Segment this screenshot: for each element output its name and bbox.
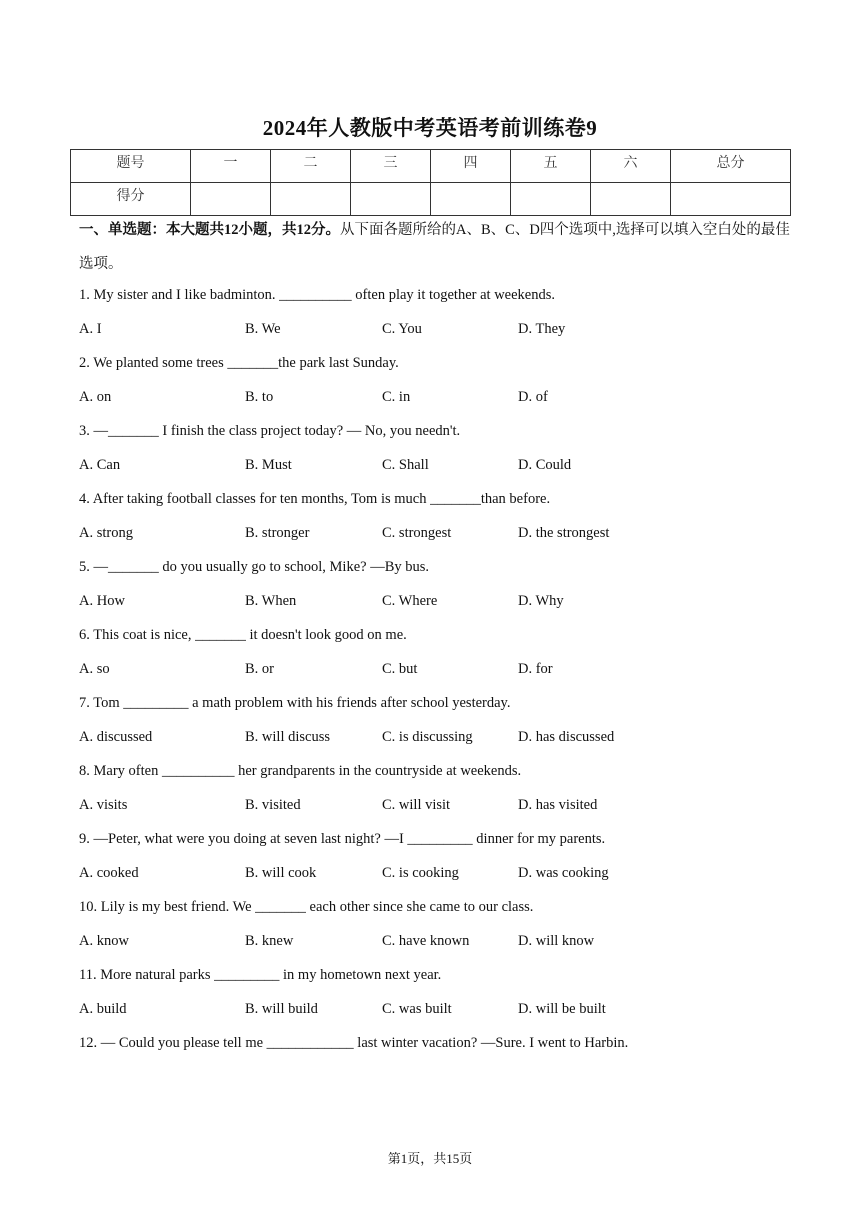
question-option: B. We <box>245 321 281 337</box>
question-option: C. You <box>382 321 422 337</box>
score-cell <box>191 183 271 216</box>
score-header-cell: 四 <box>431 150 511 183</box>
question-option: D. the strongest <box>518 525 610 541</box>
question-option: B. to <box>245 389 274 405</box>
question-option: C. in <box>382 389 411 405</box>
question-option: C. will visit <box>382 797 451 813</box>
score-cell <box>351 183 431 216</box>
score-row-label: 得分 <box>71 183 191 216</box>
question-option: D. Could <box>518 457 572 473</box>
question-stem: 1. My sister and I like badminton. __________ often play it together at weekends. <box>79 287 555 303</box>
question-option: B. will discuss <box>245 729 330 745</box>
section-title: 一、单选题：本大题共12小题，共12分。 <box>79 222 340 238</box>
question-option: B. or <box>245 661 274 677</box>
question-option: A. so <box>79 661 110 677</box>
question-option: A. know <box>79 933 129 949</box>
score-header-cell: 六 <box>591 150 671 183</box>
question-option: A. on <box>79 389 112 405</box>
question-option: D. for <box>518 661 553 677</box>
score-table <box>70 149 791 216</box>
question-stem: 2. We planted some trees _______the park last Sunday. <box>79 355 399 371</box>
question-option: C. is cooking <box>382 865 459 881</box>
page-footer: 第1页，共15页 <box>387 1151 473 1166</box>
score-cell <box>591 183 671 216</box>
question-option: C. Where <box>382 593 438 609</box>
section-instruction: 从下面各题所给的A、B、C、D四个选项中,选择可以填入空白处的最佳选项。 <box>79 222 790 272</box>
question-option: D. has discussed <box>518 729 615 745</box>
question-option: A. build <box>79 1001 127 1017</box>
section-heading <box>79 213 791 281</box>
question-stem: 8. Mary often __________ her grandparents in the countryside at weekends. <box>79 763 522 779</box>
question-option: A. How <box>79 593 125 609</box>
question-option: C. have known <box>382 933 470 949</box>
question-stem: 5. —_______ do you usually go to school, Mike? —By bus. <box>79 559 430 575</box>
question-option: A. strong <box>79 525 133 541</box>
score-header-cell: 题号 <box>71 150 191 183</box>
question-option: A. discussed <box>79 729 153 745</box>
score-table-header-row <box>71 150 791 183</box>
question-stem: 12. — Could you please tell me ____________ last winter vacation? —Sure. I went to Harbin. <box>79 1035 629 1051</box>
question-stem: 11. More natural parks _________ in my hometown next year. <box>79 967 442 983</box>
question-option: D. of <box>518 389 548 405</box>
question-stem: 6. This coat is nice, _______ it doesn't look good on me. <box>79 627 407 643</box>
question-stem: 7. Tom _________ a math problem with his friends after school yesterday. <box>79 695 511 711</box>
page-title: 2024年人教版中考英语考前训练卷9 <box>262 116 598 140</box>
question-option: B. visited <box>245 797 301 813</box>
question-option: B. stronger <box>245 525 310 541</box>
question-option: D. They <box>518 321 566 337</box>
question-option: C. is discussing <box>382 729 473 745</box>
question-option: B. will cook <box>245 865 317 881</box>
question-option: D. has visited <box>518 797 598 813</box>
score-cell <box>511 183 591 216</box>
score-header-cell: 二 <box>271 150 351 183</box>
question-option: B. When <box>245 593 297 609</box>
score-header-cell: 一 <box>191 150 271 183</box>
question-option: A. I <box>79 321 102 337</box>
question-stem: 9. —Peter, what were you doing at seven last night? —I _________ dinner for my parents. <box>79 831 606 847</box>
score-cell <box>671 183 791 216</box>
score-cell <box>271 183 351 216</box>
question-option: B. Must <box>245 457 292 473</box>
score-cell <box>431 183 511 216</box>
question-option: D. Why <box>518 593 564 609</box>
question-option: C. Shall <box>382 457 429 473</box>
question-option: D. will know <box>518 933 595 949</box>
score-header-cell: 总分 <box>671 150 791 183</box>
question-option: A. Can <box>79 457 121 473</box>
question-option: C. strongest <box>382 525 452 541</box>
score-header-cell: 三 <box>351 150 431 183</box>
score-header-cell: 五 <box>511 150 591 183</box>
question-option: C. was built <box>382 1001 452 1017</box>
question-option: A. visits <box>79 797 128 813</box>
question-option: D. will be built <box>518 1001 606 1017</box>
question-option: A. cooked <box>79 865 139 881</box>
question-stem: 10. Lily is my best friend. We _______ each other since she came to our class. <box>79 899 534 915</box>
question-option: D. was cooking <box>518 865 609 881</box>
question-stem: 4. After taking football classes for ten months, Tom is much _______than before. <box>79 491 551 507</box>
question-option: C. but <box>382 661 418 677</box>
question-option: B. knew <box>245 933 294 949</box>
question-option: B. will build <box>245 1001 318 1017</box>
question-stem: 3. —_______ I finish the class project today? — No, you needn't. <box>79 423 461 439</box>
score-table-score-row <box>71 183 791 216</box>
